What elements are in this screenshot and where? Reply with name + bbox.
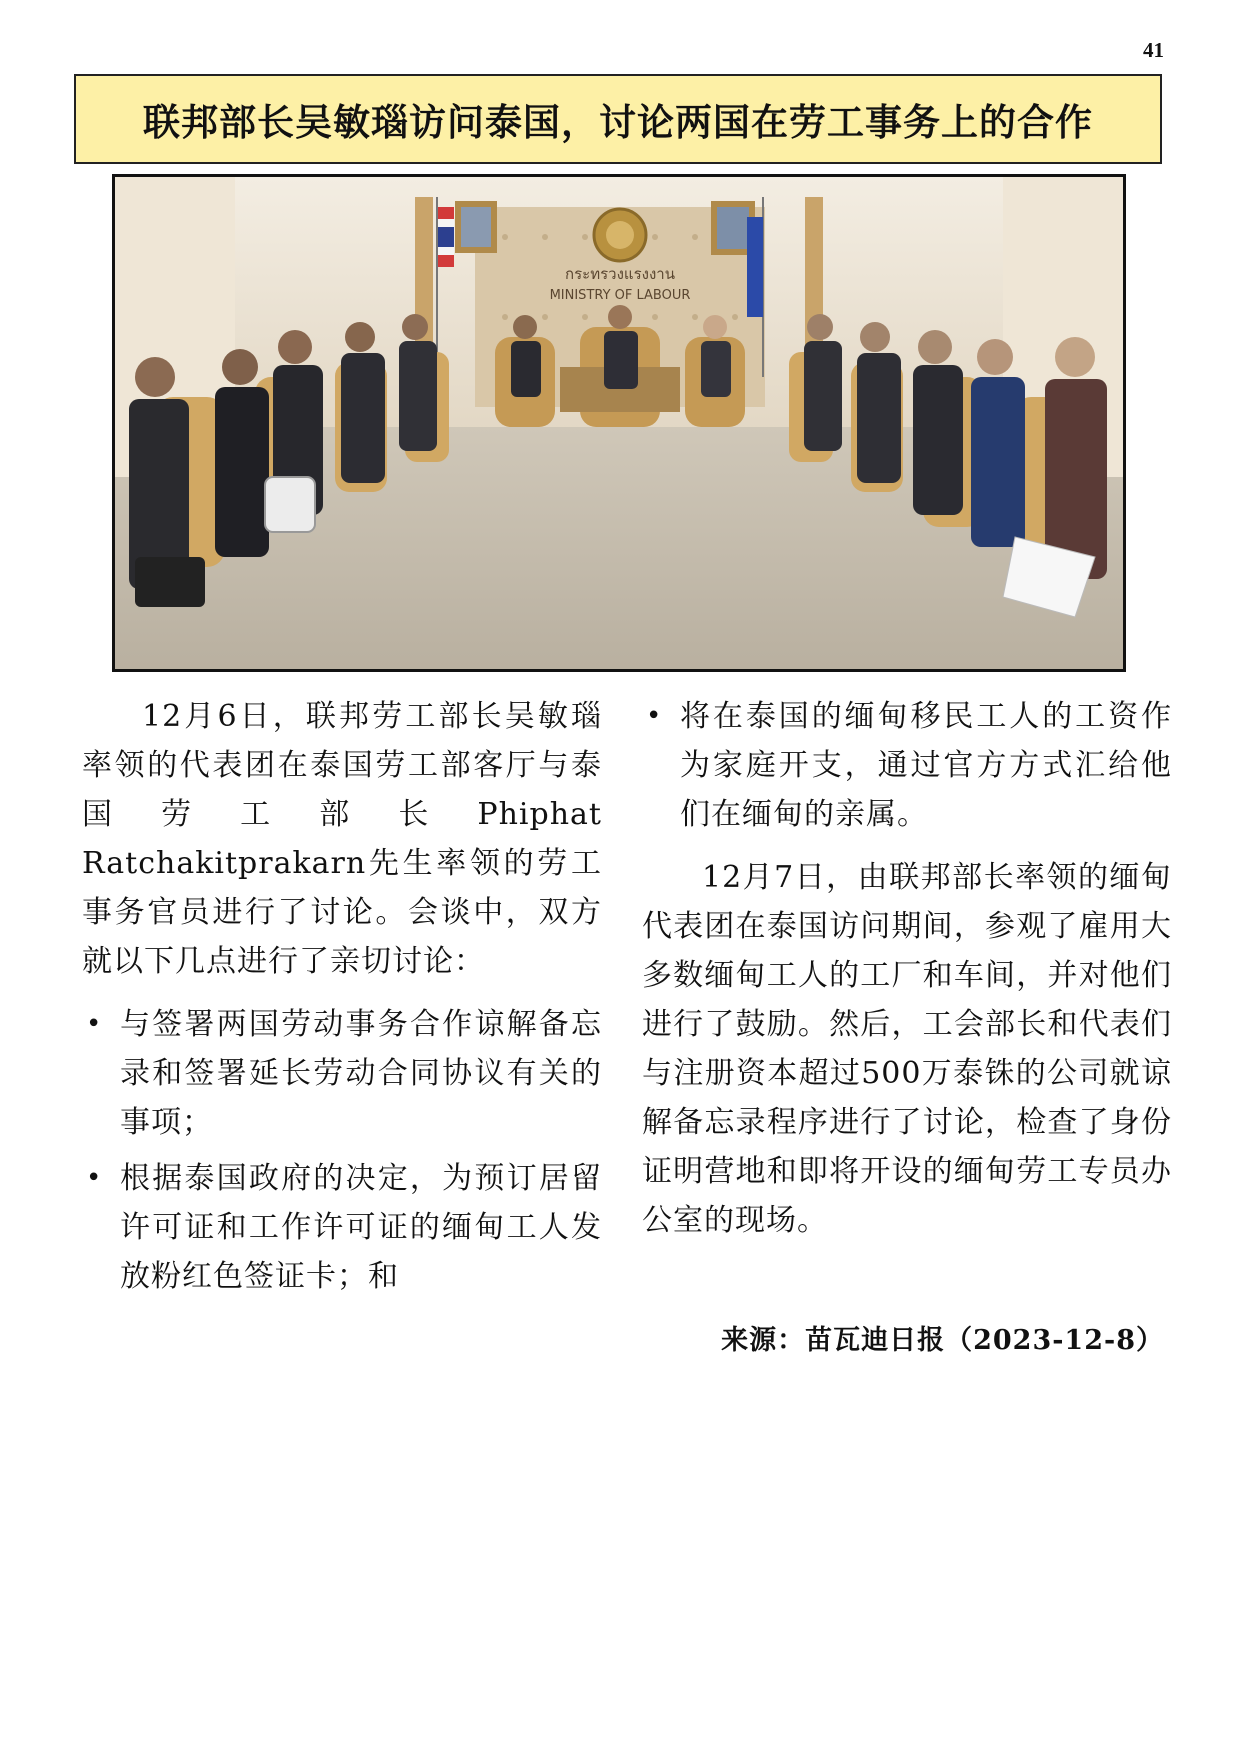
source-credit: 来源：苗瓦迪日报（2023-12-8） bbox=[721, 1325, 1164, 1356]
bullet-marker: • bbox=[646, 701, 663, 731]
bullet-text: 根据泰国政府的决定，为预订居留许可证和工作许可证的缅甸工人发放粉红色签证卡；和 bbox=[120, 1161, 602, 1294]
bullet-marker: • bbox=[86, 1009, 103, 1039]
meeting-photo-illustration bbox=[115, 177, 1123, 669]
page-number: 41 bbox=[1143, 38, 1164, 62]
bullet-item bbox=[642, 692, 1172, 839]
article-title-box bbox=[74, 74, 1162, 164]
right-column bbox=[642, 692, 1172, 1245]
bullet-item bbox=[82, 1000, 602, 1147]
second-paragraph: 12月7日，由联邦部长率领的缅甸代表团在泰国访问期间，参观了雇用大多数缅甸工人的工厂和车间，并对他们进行了鼓励。然后，工会部长和代表们与注册资本超过500万泰铢的公司就谅解备忘录程序进行了讨论，检查了身份证明营地和即将开设的缅甸劳工专员办公室的现场。 bbox=[642, 860, 1172, 1238]
bullet-text: 与签署两国劳动事务合作谅解备忘录和签署延长劳动合同协议有关的事项； bbox=[120, 1007, 602, 1140]
meeting-photo bbox=[112, 174, 1126, 672]
bullet-list-left bbox=[82, 1000, 602, 1301]
bullet-item bbox=[82, 1154, 602, 1301]
bullet-marker: • bbox=[86, 1163, 103, 1193]
bullet-list-right bbox=[642, 692, 1172, 839]
intro-paragraph: 12月6日，联邦劳工部长吴敏瑙率领的代表团在泰国劳工部客厅与泰国劳工部长Phiphat Ratchakitprakarn先生率领的劳工事务官员进行了讨论。会谈中，双方就以下几点进行了亲切讨论： bbox=[82, 699, 602, 979]
bullet-text: 将在泰国的缅甸移民工人的工资作为家庭开支，通过官方方式汇给他们在缅甸的亲属。 bbox=[680, 699, 1172, 832]
photo-sign-thai: กระทรวงแรงงาน bbox=[565, 265, 675, 283]
left-column bbox=[82, 692, 602, 1308]
photo-sign-english: MINISTRY OF LABOUR bbox=[549, 288, 691, 303]
article-title: 联邦部长吴敏瑙访问泰国，讨论两国在劳工事务上的合作 bbox=[143, 100, 1093, 144]
